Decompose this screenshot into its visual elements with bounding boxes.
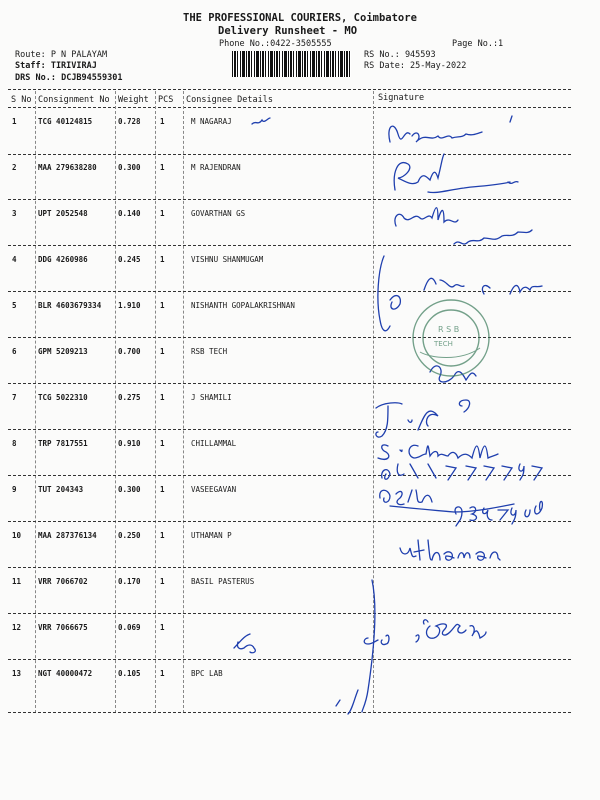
- route: Route: P N PALAYAM: [15, 50, 108, 60]
- divider: [8, 712, 571, 713]
- row-consignment: TCG 40124815: [38, 117, 93, 126]
- row-consignment: UPT 2052548: [38, 209, 88, 218]
- row-sno: 9: [12, 485, 17, 494]
- rs-number: RS No.: 945593: [364, 50, 436, 60]
- row-consignment: MAA 287376134: [38, 531, 97, 540]
- row-consignment: VRR 7066702: [38, 577, 88, 586]
- row-pcs: 1: [160, 485, 165, 494]
- divider: [8, 475, 571, 476]
- column-separator: [115, 91, 116, 713]
- row-sno: 8: [12, 439, 17, 448]
- row-consignment: VRR 7066675: [38, 623, 88, 632]
- phone-number: Phone No.:0422-3505555: [219, 39, 332, 49]
- row-consignee: RSB TECH: [191, 347, 228, 356]
- column-separator: [183, 91, 184, 713]
- row-weight: 1.910: [118, 301, 141, 310]
- row-weight: 0.300: [118, 163, 141, 172]
- rsb-tech-stamp: [413, 300, 489, 376]
- row-sno: 6: [12, 347, 17, 356]
- row-sno: 2: [12, 163, 17, 172]
- row-weight: 0.170: [118, 577, 141, 586]
- row-pcs: 1: [160, 439, 165, 448]
- col-consignment: Consignment No: [38, 95, 110, 105]
- row-sno: 7: [12, 393, 17, 402]
- row-consignee: VASEEGAVAN: [191, 485, 237, 494]
- divider: [8, 291, 571, 292]
- column-separator: [155, 91, 156, 713]
- staff: Staff: TIRIVIRAJ: [15, 61, 97, 71]
- row-weight: 0.105: [118, 669, 141, 678]
- row-consignment: GPM 5209213: [38, 347, 88, 356]
- divider: [8, 89, 571, 90]
- col-sno: S No: [11, 95, 32, 105]
- divider: [8, 199, 571, 200]
- row-sno: 4: [12, 255, 17, 264]
- row-pcs: 1: [160, 577, 165, 586]
- svg-text:TECH: TECH: [434, 340, 453, 348]
- row-consignment: TCG 5022310: [38, 393, 88, 402]
- row-pcs: 1: [160, 209, 165, 218]
- row-consignee: M NAGARAJ: [191, 117, 232, 126]
- row-sno: 13: [12, 669, 22, 678]
- row-pcs: 1: [160, 347, 165, 356]
- row-consignee: BPC LAB: [191, 669, 223, 678]
- rs-date: RS Date: 25-May-2022: [364, 61, 467, 71]
- row-pcs: 1: [160, 117, 165, 126]
- row-weight: 0.275: [118, 393, 141, 402]
- col-signature: Signature: [378, 93, 425, 103]
- row-sno: 5: [12, 301, 17, 310]
- page-number: Page No.:1: [452, 39, 504, 49]
- company-name: THE PROFESSIONAL COURIERS, Coimbatore: [183, 12, 417, 24]
- row-sno: 12: [12, 623, 22, 632]
- row-consignee: UTHAMAN P: [191, 531, 232, 540]
- divider: [8, 337, 571, 338]
- divider: [8, 107, 571, 108]
- column-separator: [373, 91, 374, 713]
- row-consignee: GOVARTHAN GS: [191, 209, 246, 218]
- divider: [8, 154, 571, 155]
- drs-number: [15, 73, 123, 83]
- row-pcs: 1: [160, 163, 165, 172]
- row-weight: 0.700: [118, 347, 141, 356]
- row-pcs: 1: [160, 531, 165, 540]
- drs-value: DCJB94559301: [61, 73, 123, 83]
- row-consignee: NISHANTH GOPALAKRISHNAN: [191, 301, 295, 310]
- row-weight: 0.250: [118, 531, 141, 540]
- barcode: [232, 51, 351, 77]
- row-pcs: 1: [160, 393, 165, 402]
- column-separator: [35, 91, 36, 713]
- col-consignee: Consignee Details: [186, 95, 273, 105]
- row-pcs: 1: [160, 623, 165, 632]
- runsheet-title: Delivery Runsheet - MO: [218, 25, 358, 37]
- row-weight: 0.245: [118, 255, 141, 264]
- row-consignee: BASIL PASTERUS: [191, 577, 255, 586]
- row-consignment: DDG 4260986: [38, 255, 88, 264]
- divider: [8, 245, 571, 246]
- divider: [8, 383, 571, 384]
- divider: [8, 429, 571, 430]
- row-weight: 0.728: [118, 117, 141, 126]
- col-pcs: PCS: [158, 95, 174, 105]
- divider: [8, 659, 571, 660]
- drs-label: DRS No.:: [15, 73, 56, 83]
- svg-text:R S B: R S B: [438, 325, 460, 334]
- row-pcs: 1: [160, 255, 165, 264]
- row-consignment: BLR 4603679334: [38, 301, 102, 310]
- row-weight: 0.140: [118, 209, 141, 218]
- divider: [8, 521, 571, 522]
- row-consignee: VISHNU SHANMUGAM: [191, 255, 264, 264]
- row-sno: 11: [12, 577, 22, 586]
- row-consignment: TRP 7817551: [38, 439, 88, 448]
- row-weight: 0.910: [118, 439, 141, 448]
- divider: [8, 613, 571, 614]
- row-consignee: M RAJENDRAN: [191, 163, 241, 172]
- row-consignee: J SHAMILI: [191, 393, 232, 402]
- row-sno: 3: [12, 209, 17, 218]
- row-pcs: 1: [160, 669, 165, 678]
- row-weight: 0.300: [118, 485, 141, 494]
- row-weight: 0.069: [118, 623, 141, 632]
- divider: [8, 567, 571, 568]
- row-sno: 1: [12, 117, 17, 126]
- row-sno: 10: [12, 531, 22, 540]
- row-consignment: NGT 40000472: [38, 669, 93, 678]
- row-consignment: TUT 204343: [38, 485, 84, 494]
- row-consignee: CHILLAMMAL: [191, 439, 237, 448]
- row-pcs: 1: [160, 301, 165, 310]
- col-weight: Weight: [118, 95, 149, 105]
- row-consignment: MAA 279638280: [38, 163, 97, 172]
